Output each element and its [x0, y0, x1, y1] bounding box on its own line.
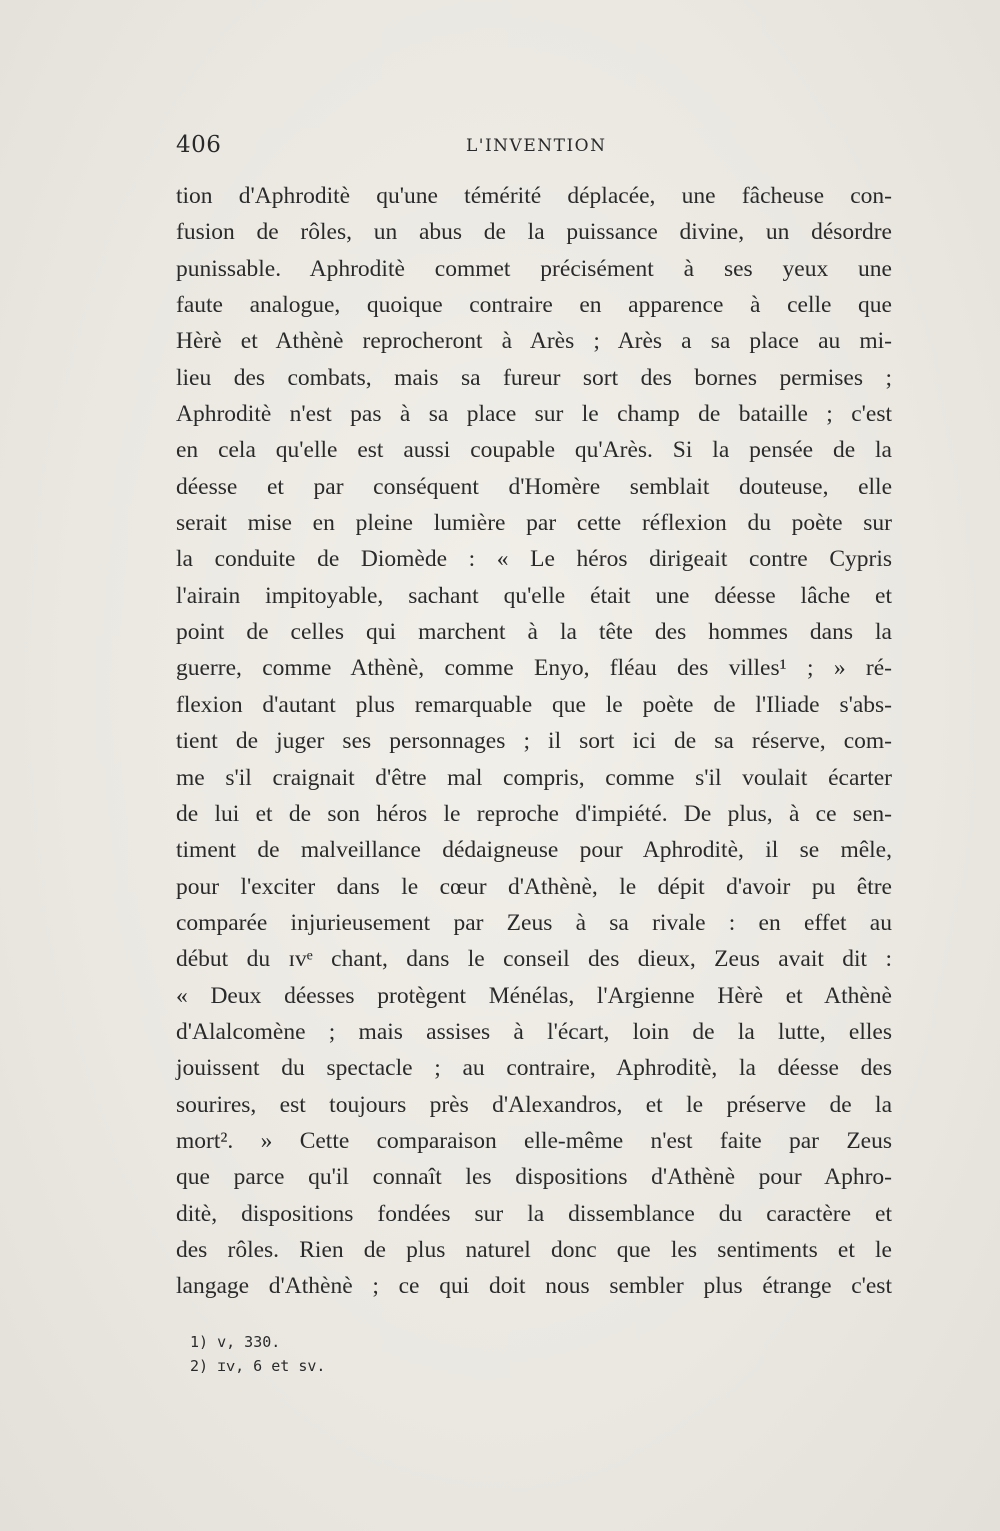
text-line: point de celles qui marchent à la tête des hommes dans la	[176, 619, 892, 646]
footnote-1: 1) v, 330.	[190, 1333, 281, 1351]
text-line: des rôles. Rien de plus naturel donc que les sentiments et le	[176, 1236, 892, 1263]
text-line: déesse et par conséquent d'Homère semblait douteuse, elle	[176, 473, 892, 500]
text-line: tion d'Aphroditè qu'une témérité déplacée, une fâcheuse con-	[176, 183, 892, 209]
text-line: « Deux déesses protègent Ménélas, l'Argienne Hèrè et Athènè	[176, 982, 892, 1009]
text-line: d'Alalcomène ; mais assises à l'écart, loin de la lutte, elles	[176, 1018, 892, 1045]
text-line: fusion de rôles, un abus de la puissance divine, un désordre	[176, 219, 892, 246]
text-line: comparée injurieusement par Zeus à sa rivale : en effet au	[176, 909, 892, 936]
running-title: L'INVENTION	[466, 136, 607, 156]
text-line: jouissent du spectacle ; au contraire, Aphroditè, la déesse des	[176, 1055, 892, 1082]
text-line: l'airain impitoyable, sachant qu'elle était une déesse lâche et	[176, 582, 892, 609]
text-line: tient de juger ses personnages ; il sort ici de sa réserve, com-	[176, 728, 892, 755]
body-text	[176, 178, 892, 1305]
page-number: 406	[176, 132, 222, 158]
text-line: flexion d'autant plus remarquable que le poète de l'Iliade s'abs-	[176, 691, 892, 718]
text-line: serait mise en pleine lumière par cette réflexion du poète sur	[176, 510, 892, 537]
text-line: guerre, comme Athènè, comme Enyo, fléau des villes¹ ; » ré-	[176, 655, 892, 682]
text-line: de lui et de son héros le reproche d'impiété. De plus, à ce sen-	[176, 800, 892, 827]
text-line: mort². » Cette comparaison elle-même n'est faite par Zeus	[176, 1127, 892, 1154]
footnotes	[190, 1330, 325, 1378]
text-line: langage d'Athènè ; ce qui doit nous sembler plus étrange c'est	[176, 1273, 892, 1300]
text-line: faute analogue, quoique contraire en apparence à celle que	[176, 292, 892, 319]
text-line: lieu des combats, mais sa fureur sort des bornes permises ;	[176, 364, 892, 391]
text-line: timent de malveillance dédaigneuse pour Aphroditè, il se mêle,	[176, 837, 892, 864]
text-line: la conduite de Diomède : « Le héros dirigeait contre Cypris	[176, 546, 892, 573]
page-header	[176, 132, 892, 162]
text-line: sourires, est toujours près d'Alexandros, et le préserve de la	[176, 1091, 892, 1118]
text-line: punissable. Aphroditè commet précisément à ses yeux une	[176, 255, 892, 282]
text-line: Aphroditè n'est pas à sa place sur le champ de bataille ; c'est	[176, 401, 892, 428]
text-line: que parce qu'il connaît les dispositions d'Athènè pour Aphro-	[176, 1164, 892, 1191]
text-line: début du ɪᴠᵉ chant, dans le conseil des dieux, Zeus avait dit :	[176, 946, 892, 973]
text-line: en cela qu'elle est aussi coupable qu'Arès. Si la pensée de la	[176, 437, 892, 464]
footnote-2: 2) ɪᴠ, 6 et sv.	[190, 1357, 326, 1375]
text-line: Hèrè et Athènè reprocheront à Arès ; Arès a sa place au mi-	[176, 328, 892, 355]
text-line: ditè, dispositions fondées sur la dissemblance du caractère et	[176, 1200, 892, 1227]
text-line: pour l'exciter dans le cœur d'Athènè, le dépit d'avoir pu être	[176, 873, 892, 900]
text-line: me s'il craignait d'être mal compris, comme s'il voulait écarter	[176, 764, 892, 791]
